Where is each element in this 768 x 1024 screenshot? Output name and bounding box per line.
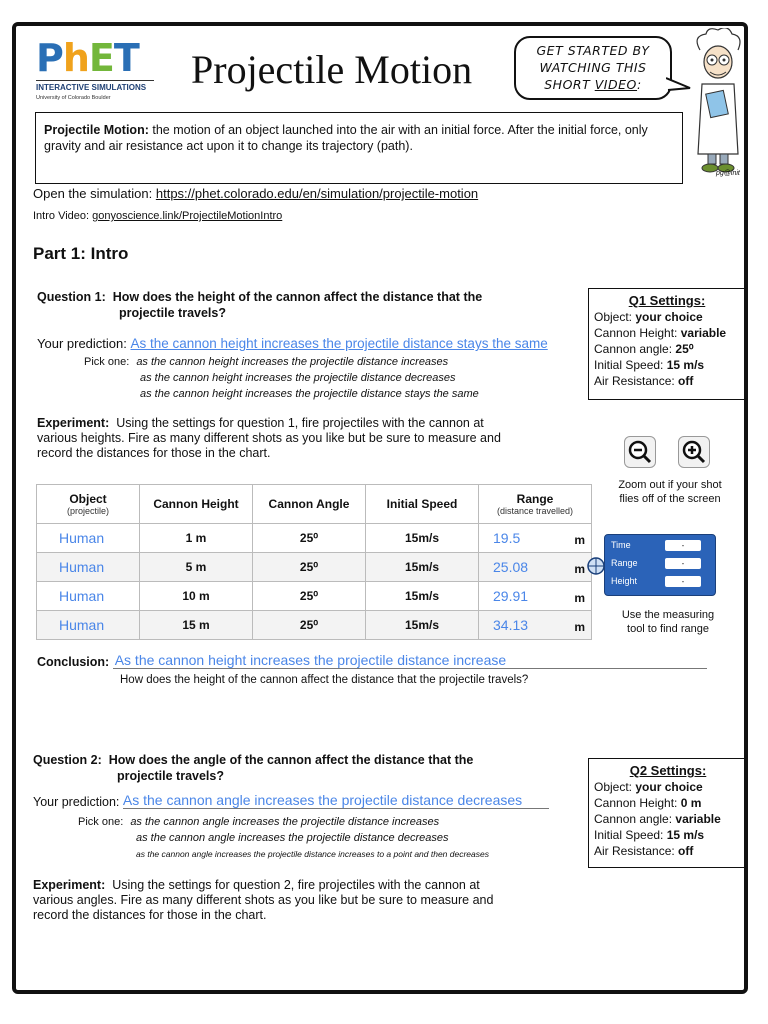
logo-university: University of Colorado Boulder (36, 95, 111, 101)
q2-setting-speed: Initial Speed: 15 m/s (594, 828, 705, 842)
zoom-caption-b: flies off of the screen (619, 493, 721, 505)
zoom-in-icon (679, 437, 709, 467)
prediction-1-label: Your prediction: (37, 336, 127, 351)
zoom-caption (602, 478, 738, 506)
cell-angle: 25⁰ (253, 553, 366, 582)
cell-range[interactable]: 19.5 m (479, 524, 592, 553)
experiment-2-text-a: Using the settings for question 2, fire projectiles with the cannon at (112, 878, 480, 892)
experiment-1-text-b: various heights. Fire as many different shots as you like but be sure to measure and (37, 431, 501, 445)
table-header-row (37, 485, 592, 524)
q2-setting-height: Cannon Height: 0 m (594, 796, 702, 810)
cell-range[interactable]: 34.13 m (479, 611, 592, 640)
header-range: Range (distance travelled) (479, 485, 592, 524)
page-title: Projectile Motion (191, 47, 473, 92)
cell-height: 1 m (140, 524, 253, 553)
q1-option-stays-same[interactable]: as the cannon height increases the projectile distance stays the same (140, 388, 479, 400)
prediction-1-answer[interactable]: As the cannon height increases the projectile distance stays the same (130, 336, 548, 351)
question-2-label: Question 2: (33, 753, 102, 767)
phet-wordmark: PhET (36, 36, 139, 80)
question-2-text-a: How does the angle of the cannon affect the distance that the (108, 753, 474, 767)
zoom-caption-a: Zoom out if your shot (618, 479, 722, 491)
conclusion-answer[interactable]: As the cannon height increases the projectile distance increase (113, 652, 707, 669)
question-2-text-b: projectile travels? (117, 769, 224, 783)
intro-video-label: Intro Video: (33, 210, 90, 222)
pick-one-1-label: Pick one: (84, 356, 130, 368)
tool-time-label: Time (611, 540, 631, 550)
tool-height-label: Height (611, 576, 638, 586)
q1-setting-speed: Initial Speed: 15 m/s (594, 358, 705, 372)
simulation-label: Open the simulation: (33, 186, 153, 201)
prediction-2 (33, 792, 549, 809)
definition-term: Projectile Motion: (44, 123, 149, 137)
part1-heading: Part 1: Intro (33, 244, 129, 263)
cell-object[interactable]: Human (37, 582, 140, 611)
q1-setting-height: Cannon Height: variable (594, 326, 727, 340)
q1-data-table (36, 484, 592, 640)
table-row (37, 524, 592, 553)
prediction-2-answer[interactable]: As the cannon angle increases the projectile distance decreases (123, 792, 549, 809)
professor-illustration (688, 28, 748, 178)
prediction-2-label: Your prediction: (33, 795, 120, 809)
video-link[interactable]: VIDEO (594, 77, 638, 92)
bubble-line-2: WATCHING THIS (539, 60, 647, 75)
conclusion-label: Conclusion: (37, 655, 110, 669)
q2-setting-object: Object: your choice (594, 780, 703, 794)
tool-range-value: - (665, 558, 701, 569)
tool-height-value: - (665, 576, 701, 587)
question-1 (37, 289, 482, 321)
q1-option-decreases[interactable]: as the cannon height increases the projectile distance decreases (140, 372, 456, 384)
q2-option-increases[interactable]: as the cannon angle increases the projectile distance increases (130, 816, 440, 828)
q2-option-decreases[interactable]: as the cannon angle increases the projectile distance decreases (136, 832, 449, 844)
experiment-2-label: Experiment: (33, 878, 106, 892)
measuring-tool-panel (604, 534, 716, 596)
cell-height: 10 m (140, 582, 253, 611)
prediction-1 (37, 336, 548, 351)
header-angle: Cannon Angle (253, 485, 366, 524)
zoom-out-icon (625, 437, 655, 467)
definition-text: the motion of an object launched into the air with an initial force. After the initial force, only gravity and air resistance act upon it to change its trajectory (path). (44, 123, 648, 153)
pick-one-1 (84, 354, 479, 402)
q1-option-increases[interactable]: as the cannon height increases the projectile distance increases (136, 356, 449, 368)
table-row (37, 553, 592, 582)
zoom-in-button[interactable] (678, 436, 710, 468)
table-row (37, 611, 592, 640)
experiment-2 (33, 878, 493, 923)
bubble-line-3 (516, 76, 670, 93)
cell-angle: 25⁰ (253, 524, 366, 553)
q2-setting-angle: Cannon angle: variable (594, 812, 721, 826)
header-height: Cannon Height (140, 485, 253, 524)
cell-speed: 15m/s (366, 582, 479, 611)
intro-video-link[interactable]: gonyoscience.link/ProjectileMotionIntro (92, 210, 283, 222)
cell-height: 15 m (140, 611, 253, 640)
cell-range[interactable]: 25.08 m (479, 553, 592, 582)
cell-height: 5 m (140, 553, 253, 582)
cell-angle: 25⁰ (253, 582, 366, 611)
conclusion-prompt: How does the height of the cannon affect the distance that the projectile travels? (120, 674, 529, 686)
q1-settings-box (588, 288, 746, 400)
experiment-1 (37, 416, 501, 461)
pick-one-2 (78, 814, 489, 862)
tool-range-label: Range (611, 558, 638, 568)
experiment-2-text-b: various angles. Fire as many different shots as you like but be sure to measure and (33, 893, 494, 907)
worksheet-page (12, 22, 748, 994)
q1-setting-angle: Cannon angle: 25⁰ (594, 342, 694, 356)
experiment-2-text-c: record the distances for those in the chart. (33, 908, 267, 922)
question-1-text-b: projectile travels? (119, 306, 226, 320)
cell-object[interactable]: Human (37, 553, 140, 582)
q1-setting-air: Air Resistance: off (594, 374, 694, 388)
bubble-colon: : (637, 77, 642, 92)
bubble-line-1: GET STARTED BY (536, 43, 650, 58)
intro-video-line (33, 210, 282, 222)
q2-option-peak[interactable]: as the cannon angle increases the projectile distance increases to a point and then decreases (136, 849, 489, 859)
tool-caption-a: Use the measuring (621, 609, 715, 621)
cell-range[interactable]: 29.91 m (479, 582, 592, 611)
question-1-text-a: How does the height of the cannon affect the distance that the (112, 290, 483, 304)
pick-one-2-label: Pick one: (78, 816, 124, 828)
simulation-link[interactable]: https://phet.colorado.edu/en/simulation/projectile-motion (155, 186, 479, 201)
q2-setting-air: Air Resistance: off (594, 844, 694, 858)
tool-time-value: - (665, 540, 701, 551)
simulation-link-line (33, 186, 478, 201)
header-object: Object (projectile) (37, 485, 140, 524)
crosshair-icon (586, 556, 606, 576)
experiment-1-text-c: record the distances for those in the chart. (37, 446, 271, 460)
experiment-1-label: Experiment: (37, 416, 110, 430)
tool-caption-b: tool to find range (627, 623, 709, 635)
cell-object[interactable]: Human (37, 524, 140, 553)
cell-speed: 15m/s (366, 553, 479, 582)
question-1-label: Question 1: (37, 290, 106, 304)
q2-settings-title: Q2 Settings: (629, 763, 707, 778)
definition-box (35, 112, 683, 184)
cell-speed: 15m/s (366, 611, 479, 640)
bubble-line-3-pre: SHORT (544, 77, 595, 92)
zoom-out-button[interactable] (624, 436, 656, 468)
table-row (37, 582, 592, 611)
header-speed: Initial Speed (366, 485, 479, 524)
phet-logo (36, 38, 154, 101)
q1-settings-title: Q1 Settings: (628, 293, 706, 308)
cell-angle: 25⁰ (253, 611, 366, 640)
q2-settings-box (588, 758, 748, 868)
experiment-1-text-a: Using the settings for question 1, fire projectiles with the cannon at (116, 416, 484, 430)
tool-caption (602, 608, 734, 636)
conclusion (37, 652, 707, 669)
video-speech-bubble (514, 36, 672, 100)
professor-signature: pg@lnit (716, 170, 740, 177)
cell-speed: 15m/s (366, 524, 479, 553)
measuring-tool-illustration (586, 534, 718, 596)
q1-setting-object: Object: your choice (594, 310, 703, 324)
question-2 (33, 752, 473, 784)
logo-subtitle: INTERACTIVE SIMULATIONS (36, 80, 154, 92)
cell-object[interactable]: Human (37, 611, 140, 640)
